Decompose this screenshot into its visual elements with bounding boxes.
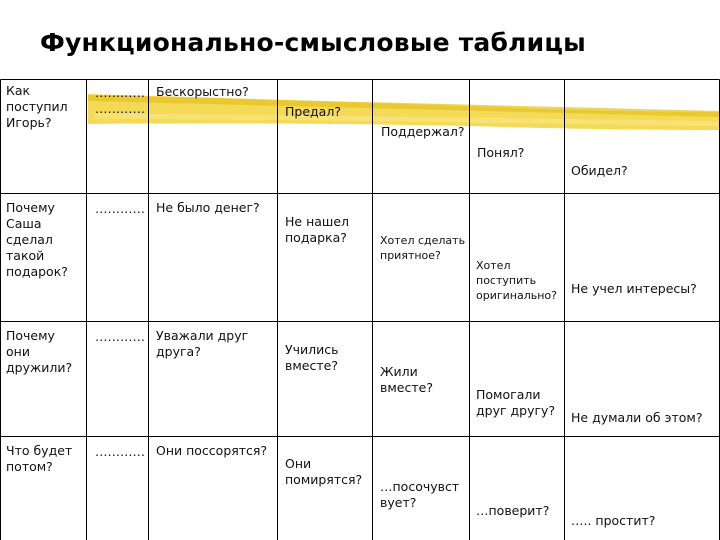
row-dots: ………… [95,329,145,344]
row-dots: ………… ………… [95,85,145,116]
answer-cell: Хотел сделать приятное? [380,234,466,262]
answer-cell: Помогали друг другу? [476,387,556,418]
answer-cell: Не учел интересы? [571,281,697,296]
row-question: Что будет потом? [6,443,73,474]
answer-cell: ….. простит? [571,513,656,528]
row-question: Почему они дружили? [6,328,73,375]
answer-cell: Не нашел подарка? [285,214,350,245]
answer-cell: Учились вместе? [285,342,339,373]
answer-cell: Предал? [285,104,341,119]
page-title: Функционально-смысловые таблицы [40,28,586,57]
row-question: Как поступил Игорь? [6,83,68,130]
answer-cell: Обидел? [571,163,628,178]
answer-cell: …посочувст вует? [380,479,460,510]
answer-cell: Бескорыстно? [156,84,249,99]
answer-cell: Уважали друг друга? [156,328,249,359]
row-dots: ………… [95,444,145,459]
answer-cell: Поддержал? [381,124,465,139]
answer-cell: Они помирятся? [285,456,363,487]
row-question: Почему Саша сделал такой подарок? [6,200,68,279]
answer-cell: …поверит? [476,503,550,518]
answer-cell: Жили вместе? [380,364,433,395]
row-dots: ………… [95,201,145,216]
answer-cell: Хотел поступить оригинально? [476,259,557,302]
answer-cell: Не думали об этом? [571,410,703,425]
answer-cell: Понял? [477,145,525,160]
answer-cell: Не было денег? [156,200,260,215]
answer-cell: Они поссорятся? [156,443,268,458]
